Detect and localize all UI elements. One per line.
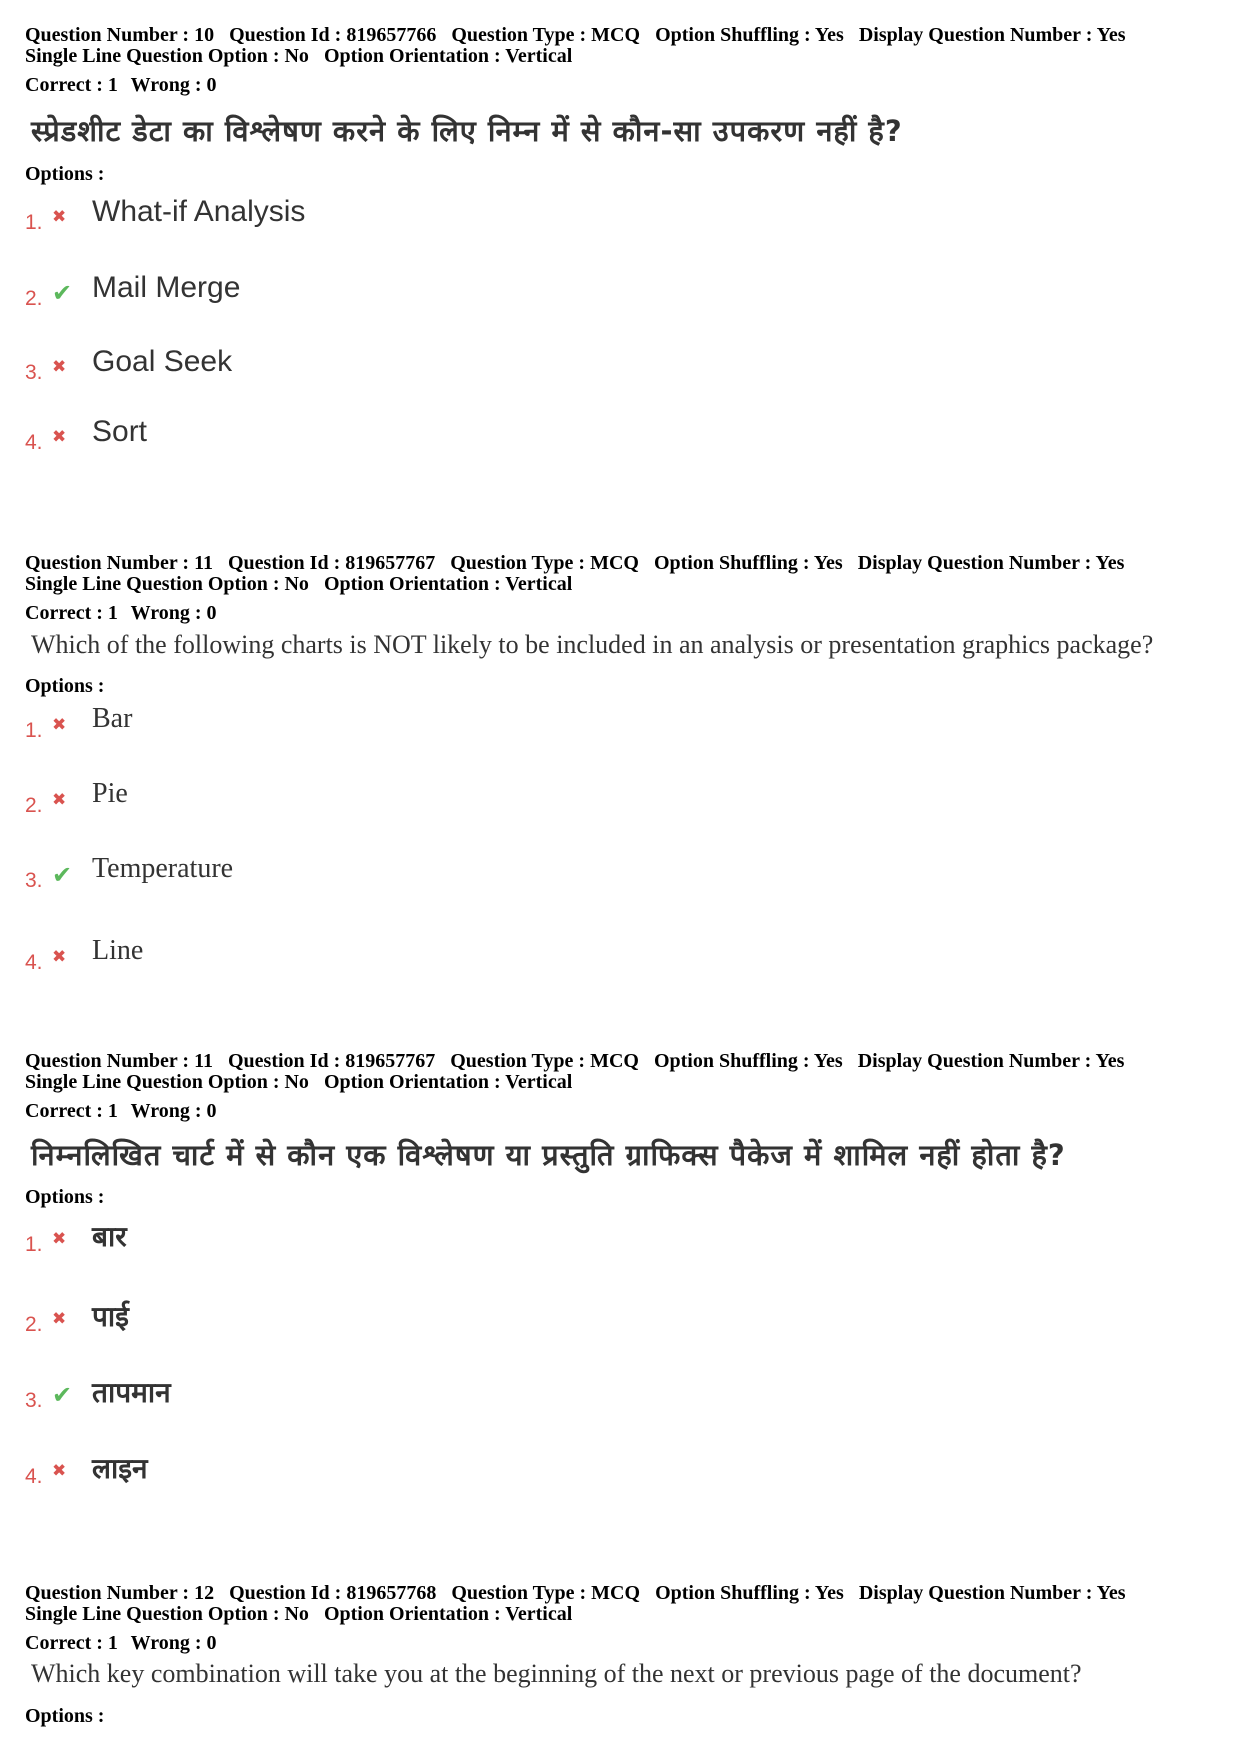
option-number: 1. bbox=[25, 1233, 43, 1256]
cross-icon: ✖ bbox=[52, 1229, 67, 1249]
option-4 bbox=[25, 415, 725, 455]
single-line-option: Single Line Question Option : No bbox=[25, 1071, 309, 1093]
check-icon: ✔ bbox=[52, 279, 73, 307]
question-number: Question Number : 11 bbox=[25, 552, 213, 574]
question-meta-line2 bbox=[25, 1072, 1215, 1093]
option-text: Sort bbox=[92, 415, 148, 448]
question-meta bbox=[25, 553, 1215, 574]
question-type: Question Type : MCQ bbox=[450, 552, 639, 574]
option-4 bbox=[25, 1449, 725, 1489]
cross-icon: ✖ bbox=[52, 947, 67, 967]
option-number: 2. bbox=[25, 794, 43, 817]
option-text: लाइन bbox=[92, 1452, 148, 1485]
cross-icon: ✖ bbox=[52, 790, 67, 810]
question-block-12 bbox=[25, 1582, 1215, 1727]
option-number: 1. bbox=[25, 719, 43, 742]
question-meta bbox=[25, 25, 1215, 46]
options-label: Options : bbox=[25, 675, 105, 697]
display-question-number: Display Question Number : Yes bbox=[857, 1050, 1125, 1072]
option-shuffling: Option Shuffling : Yes bbox=[653, 1050, 843, 1072]
question-meta bbox=[25, 1051, 1215, 1072]
option-orientation: Option Orientation : Vertical bbox=[323, 1071, 573, 1093]
question-id: Question Id : 819657768 bbox=[229, 1582, 437, 1604]
option-2 bbox=[25, 1297, 725, 1337]
question-type: Question Type : MCQ bbox=[451, 24, 641, 46]
question-number: Question Number : 10 bbox=[25, 24, 215, 46]
marks-line bbox=[25, 1632, 1215, 1654]
correct-marks: Correct : 1 bbox=[25, 1100, 118, 1122]
option-number: 3. bbox=[25, 869, 43, 892]
question-type: Question Type : MCQ bbox=[450, 1050, 639, 1072]
question-meta-line2 bbox=[25, 46, 1215, 67]
question-number: Question Number : 12 bbox=[25, 1582, 215, 1604]
question-block-11-hindi bbox=[25, 1050, 1215, 1488]
check-icon: ✔ bbox=[52, 1381, 73, 1409]
option-text: Pie bbox=[92, 778, 128, 809]
question-text: स्प्रेडशीट डेटा का विश्लेषण करने के लिए निम्न में से कौन-सा उपकरण नहीं है? bbox=[31, 114, 903, 148]
correct-marks: Correct : 1 bbox=[25, 1632, 118, 1654]
cross-icon: ✖ bbox=[52, 1309, 67, 1329]
correct-marks: Correct : 1 bbox=[25, 74, 118, 96]
option-text: तापमान bbox=[92, 1376, 171, 1409]
question-text: निम्नलिखित चार्ट में से कौन एक विश्लेषण या प्रस्तुति ग्राफिक्स पैकेज में शामिल नहीं होता है? bbox=[31, 1138, 1066, 1172]
option-text: Line bbox=[92, 935, 144, 966]
option-text: पाई bbox=[92, 1300, 129, 1333]
wrong-marks: Wrong : 0 bbox=[130, 602, 217, 624]
question-text: Which of the following charts is NOT likely to be included in an analysis or presentation graphics package? bbox=[31, 630, 1154, 659]
cross-icon: ✖ bbox=[52, 715, 67, 735]
option-shuffling: Option Shuffling : Yes bbox=[653, 552, 843, 574]
question-id: Question Id : 819657767 bbox=[227, 1050, 436, 1072]
cross-icon: ✖ bbox=[52, 1461, 67, 1481]
display-question-number: Display Question Number : Yes bbox=[857, 552, 1125, 574]
option-number: 4. bbox=[25, 1465, 43, 1488]
cross-icon: ✖ bbox=[52, 427, 67, 447]
option-number: 2. bbox=[25, 1313, 43, 1336]
option-number: 4. bbox=[25, 951, 43, 974]
option-orientation: Option Orientation : Vertical bbox=[323, 573, 573, 595]
correct-marks: Correct : 1 bbox=[25, 602, 118, 624]
option-3 bbox=[25, 1373, 725, 1413]
single-line-option: Single Line Question Option : No bbox=[25, 45, 309, 67]
check-icon: ✔ bbox=[52, 861, 73, 889]
marks-line bbox=[25, 602, 1215, 624]
option-text: Goal Seek bbox=[92, 345, 233, 378]
option-orientation: Option Orientation : Vertical bbox=[323, 1603, 573, 1625]
option-text: Mail Merge bbox=[92, 271, 241, 304]
question-number: Question Number : 11 bbox=[25, 1050, 213, 1072]
question-type: Question Type : MCQ bbox=[451, 1582, 641, 1604]
question-id: Question Id : 819657767 bbox=[227, 552, 436, 574]
option-2 bbox=[25, 778, 725, 818]
option-number: 3. bbox=[25, 1389, 43, 1412]
options-label: Options : bbox=[25, 1186, 105, 1208]
question-text: Which key combination will take you at the beginning of the next or previous page of the document? bbox=[31, 1659, 1082, 1688]
option-3 bbox=[25, 853, 725, 893]
question-block-11-english bbox=[25, 552, 1215, 974]
single-line-option: Single Line Question Option : No bbox=[25, 573, 309, 595]
option-3 bbox=[25, 345, 725, 385]
option-number: 1. bbox=[25, 211, 43, 234]
option-shuffling: Option Shuffling : Yes bbox=[655, 1582, 844, 1604]
option-orientation: Option Orientation : Vertical bbox=[323, 45, 573, 67]
display-question-number: Display Question Number : Yes bbox=[858, 1582, 1126, 1604]
option-2 bbox=[25, 271, 725, 311]
option-1 bbox=[25, 195, 725, 235]
question-block-10 bbox=[25, 24, 1215, 454]
options-label: Options : bbox=[25, 1705, 105, 1727]
display-question-number: Display Question Number : Yes bbox=[858, 24, 1126, 46]
option-number: 4. bbox=[25, 431, 43, 454]
question-meta-line2 bbox=[25, 574, 1215, 595]
option-4 bbox=[25, 935, 725, 975]
option-text: Bar bbox=[92, 703, 133, 734]
options-label: Options : bbox=[25, 163, 105, 185]
option-text: What-if Analysis bbox=[92, 195, 306, 228]
option-shuffling: Option Shuffling : Yes bbox=[655, 24, 844, 46]
option-number: 3. bbox=[25, 361, 43, 384]
question-meta-line2 bbox=[25, 1604, 1215, 1625]
option-number: 2. bbox=[25, 287, 43, 310]
marks-line bbox=[25, 1100, 1215, 1122]
option-1 bbox=[25, 703, 725, 743]
cross-icon: ✖ bbox=[52, 207, 67, 227]
option-text: Temperature bbox=[92, 853, 234, 884]
option-text: बार bbox=[92, 1220, 127, 1253]
wrong-marks: Wrong : 0 bbox=[130, 74, 217, 96]
wrong-marks: Wrong : 0 bbox=[130, 1100, 217, 1122]
question-id: Question Id : 819657766 bbox=[229, 24, 437, 46]
cross-icon: ✖ bbox=[52, 357, 67, 377]
option-1 bbox=[25, 1217, 725, 1257]
marks-line bbox=[25, 74, 1215, 96]
single-line-option: Single Line Question Option : No bbox=[25, 1603, 309, 1625]
wrong-marks: Wrong : 0 bbox=[130, 1632, 217, 1654]
question-meta bbox=[25, 1583, 1215, 1604]
